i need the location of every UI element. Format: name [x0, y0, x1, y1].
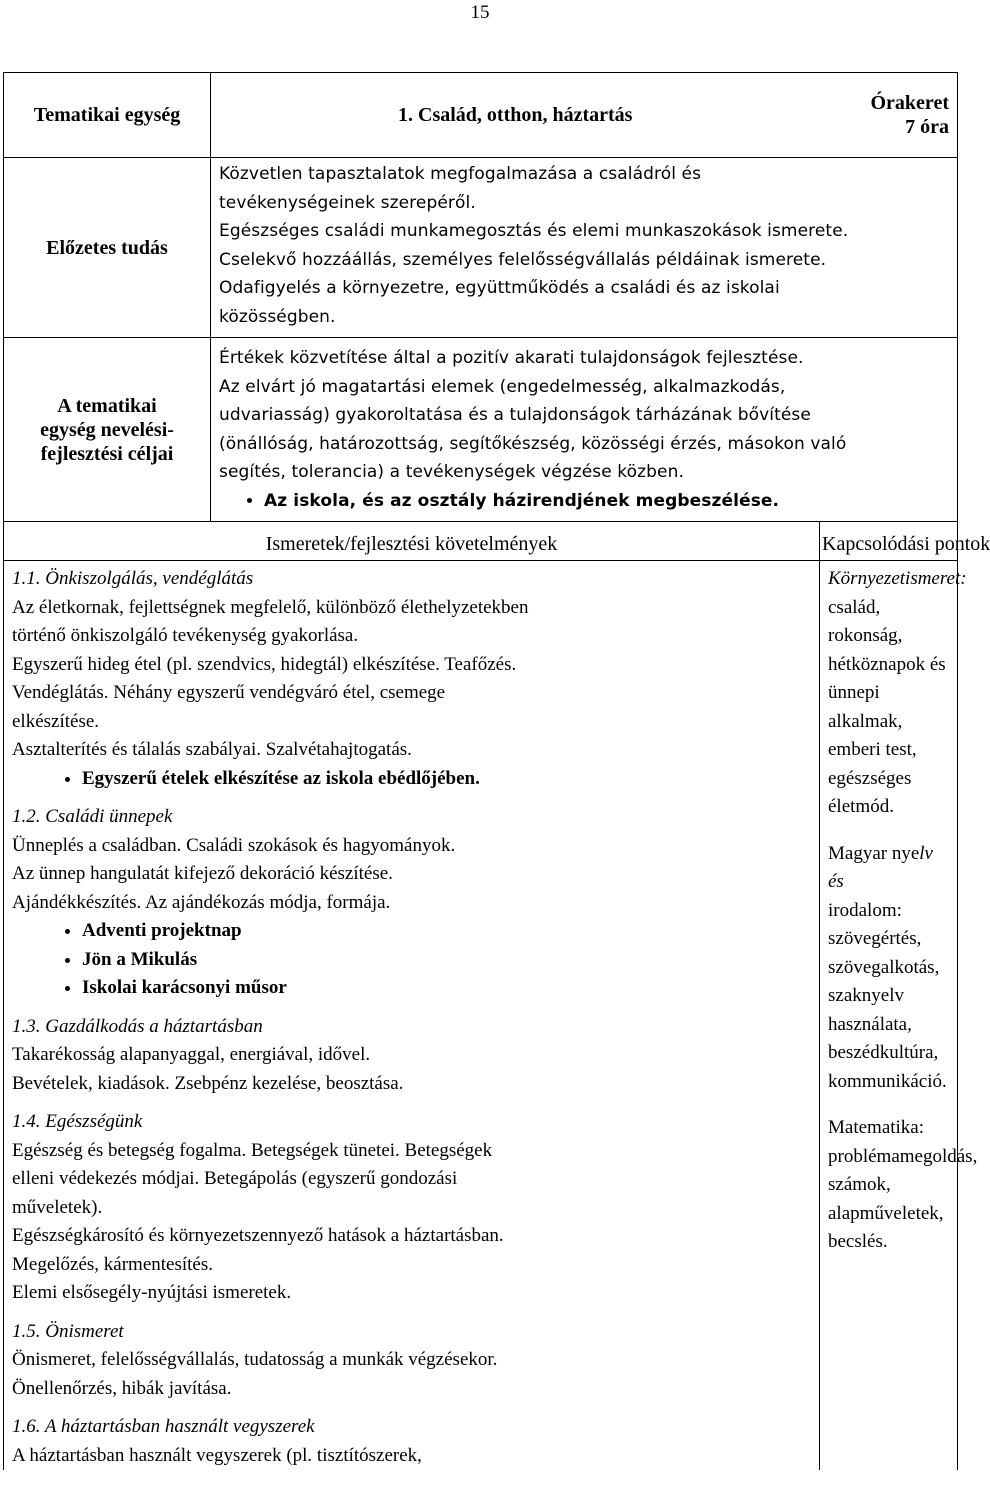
connection-title	[828, 840, 951, 897]
connection-line: irodalom:	[828, 899, 902, 921]
goals-bullets	[219, 487, 949, 516]
goals-line: (önállóság, határozottság, segítőkészség, közösségi érzés, másokon való	[219, 433, 847, 454]
bullet-list	[12, 765, 811, 794]
content-row	[4, 561, 958, 1471]
content-line: Egészségkárosító és környezetszennyező hatások a háztartásban.	[12, 1225, 504, 1246]
goals-label-line: egység nevelési-	[40, 418, 174, 441]
section-title: 1.4. Egészségünk	[12, 1111, 143, 1132]
connection-line: egészséges életmód.	[828, 767, 912, 817]
requirements-content	[4, 561, 820, 1471]
content-line: műveletek).	[12, 1196, 103, 1218]
content-line: A háztartásban használt vegyszerek (pl. tisztítószerek,	[12, 1444, 422, 1466]
curriculum-table	[3, 72, 990, 1470]
content-line: Az ünnep hangulatát kifejező dekoráció készítése.	[12, 863, 393, 884]
prior-line: közösségben.	[219, 306, 336, 327]
time-frame-label: Órakeret	[870, 92, 949, 114]
connection-line: emberi test,	[828, 739, 917, 760]
connection-line: szövegértés,	[828, 928, 922, 949]
content-line: történő önkiszolgáló tevékenység gyakorlása.	[12, 625, 359, 646]
goals-label	[4, 338, 211, 522]
content-line: Takarékosság alapanyaggal, energiával, idővel.	[12, 1044, 371, 1065]
bullet-item: • Iskolai karácsonyi műsor	[82, 974, 811, 1003]
connection-title-part: Magyar nye	[828, 842, 920, 864]
requirements-header: Ismeretek/fejlesztési követelmények	[4, 522, 820, 561]
prior-line: Közvetlen tapasztalatok megfogalmazása a családról és	[219, 164, 702, 184]
connection-line: számok,	[828, 1174, 891, 1195]
goals-label-line: A tematikai	[57, 394, 157, 417]
prior-knowledge-text	[211, 158, 958, 338]
time-frame-value: 7 óra	[905, 116, 949, 138]
content-line: Megelőzés, kármentesítés.	[12, 1253, 214, 1275]
section-title: 1.6. A háztartásban használt vegyszerek	[12, 1416, 315, 1437]
connection-line: ünnepi alkalmak,	[828, 682, 903, 732]
connections-header: Kapcsolódási pontok	[820, 522, 958, 561]
connection-line: kommunikáció.	[828, 1070, 947, 1092]
content-line: Elemi elsősegély-nyújtási ismeretek.	[12, 1282, 292, 1303]
subheader-row	[4, 522, 958, 561]
connection-line: alapműveletek,	[828, 1202, 944, 1224]
connection-line: becslés.	[828, 1231, 888, 1252]
content-line: Egészség és betegség fogalma. Betegségek tünetei. Betegségek	[12, 1139, 493, 1161]
goals-label-line: fejlesztési céljai	[40, 442, 174, 465]
time-frame	[820, 73, 958, 158]
connection-title: Környezetismeret:	[828, 568, 967, 589]
bullet-item: • Adventi projektnap	[82, 917, 811, 946]
goals-line: udvariasság) gyakoroltatása és a tulajdonságok tárházának bővítése	[219, 405, 811, 425]
bullet-item: • Jön a Mikulás	[82, 946, 811, 975]
prior-line: Cselekvő hozzáállás, személyes felelősségvállalás példáinak ismerete.	[219, 249, 827, 270]
prior-knowledge-label: Előzetes tudás	[4, 158, 211, 338]
connection-line: szaknyelv használata,	[828, 985, 912, 1035]
connection-line: beszédkultúra,	[828, 1042, 939, 1063]
content-line: Önellenőrzés, hibák javítása.	[12, 1377, 232, 1399]
thematic-unit-label: Tematikai egység	[4, 73, 211, 158]
goals-line: segítés, tolerancia) a tevékenységek végzése közben.	[219, 462, 684, 482]
content-line: Bevételek, kiadások. Zsebpénz kezelése, beosztása.	[12, 1072, 404, 1094]
connection-title-part: lv és	[828, 842, 933, 892]
content-line: Ajándékkészítés. Az ajándékozás módja, formája.	[12, 891, 391, 913]
prior-knowledge-row	[4, 158, 958, 338]
content-line: Az életkornak, fejlettségnek megfelelő, különböző élethelyzetekben	[12, 596, 529, 618]
bullet-list	[12, 917, 811, 1003]
section-title: 1.2. Családi ünnepek	[12, 806, 173, 827]
content-line: Asztalterítés és tálalás szabályai. Szalvétahajtogatás.	[12, 739, 412, 760]
connection-line: problémamegoldás,	[828, 1145, 978, 1167]
thematic-unit-title: 1. Család, otthon, háztartás	[211, 73, 820, 158]
content-line: elleni védekezés módjai. Betegápolás (egyszerű gondozási	[12, 1168, 458, 1189]
prior-line: Odafigyelés a környezetre, együttműködés a családi és az iskolai	[219, 278, 780, 298]
bullet-item: • Egyszerű ételek elkészítése az iskola ebédlőjében.	[82, 765, 811, 794]
content-line: Önismeret, felelősségvállalás, tudatosság a munkák végzésekor.	[12, 1349, 498, 1370]
content-line: Egyszerű hideg étel (pl. szendvics, hidegtál) elkészítése. Teafőzés.	[12, 653, 517, 675]
section-title: 1.3. Gazdálkodás a háztartásban	[12, 1015, 263, 1037]
connection-line: szövegalkotás,	[828, 956, 940, 978]
connection-title: Matematika:	[828, 1117, 925, 1138]
goals-line: Az elvárt jó magatartási elemek (engedelmesség, alkalmazkodás,	[219, 376, 786, 397]
prior-line: tevékenységeinek szerepéről.	[219, 192, 476, 213]
page-number: 15	[470, 2, 490, 23]
connection-line: család, rokonság,	[828, 596, 903, 646]
connection-line: hétköznapok és	[828, 653, 946, 675]
content-line: elkészítése.	[12, 710, 100, 732]
section-title: 1.5. Önismeret	[12, 1320, 124, 1342]
goals-row	[4, 338, 958, 522]
goals-text	[211, 338, 958, 522]
goals-line: Értékek közvetítése által a pozitív akarati tulajdonságok fejlesztése.	[219, 348, 804, 368]
header-row	[4, 73, 958, 158]
connections-content	[820, 561, 978, 1471]
section-title: 1.1. Önkiszolgálás, vendéglátás	[12, 568, 254, 589]
goals-bullet: • Az iskola, és az osztály házirendjének megbeszélése.	[264, 487, 949, 516]
prior-line: Egészséges családi munkamegosztás és elemi munkaszokások ismerete.	[219, 221, 849, 241]
content-line: Vendéglátás. Néhány egyszerű vendégváró étel, csemege	[12, 682, 446, 703]
content-line: Ünneplés a családban. Családi szokások és hagyományok.	[12, 834, 456, 856]
